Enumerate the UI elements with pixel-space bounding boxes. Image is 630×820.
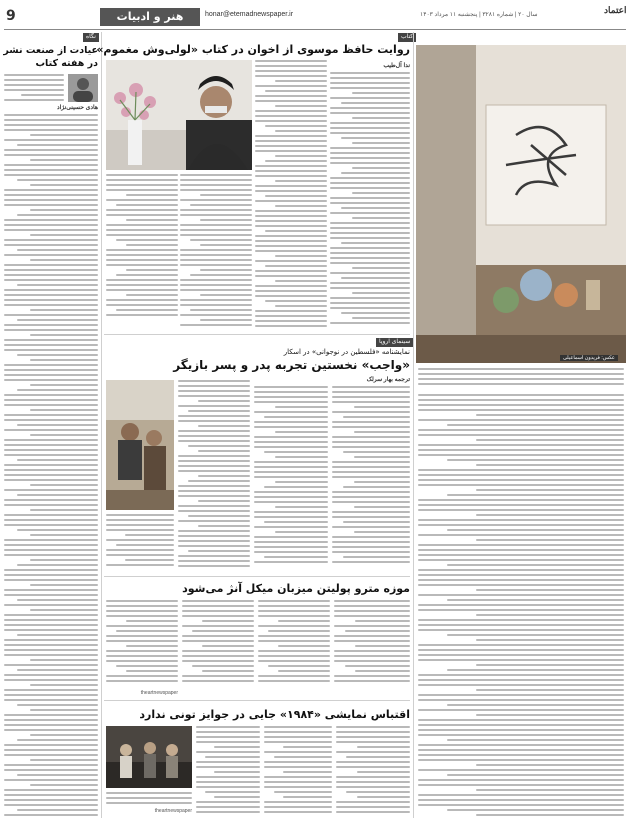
orwell-play-photo — [106, 726, 192, 788]
main-article-body-col-1 — [330, 72, 410, 330]
museum-body-col-3 — [258, 600, 330, 688]
museum-body-col-4 — [334, 600, 410, 688]
museum-body-col-2 — [182, 600, 254, 688]
palestine-subhead: نمایشنامه «فلسطین در نوجوانی» در اسکار — [283, 348, 410, 356]
museum-body-col-1 — [106, 600, 178, 688]
main-article-body-col-4 — [106, 174, 178, 330]
author-avatar — [68, 74, 98, 102]
museum-headline: موزه مترو پولیتن میزبان میکل آنژ می‌شود — [182, 582, 410, 595]
orwell-body-col-1 — [196, 726, 260, 816]
palestine-body-col-3 — [332, 386, 410, 570]
calligraphy-room-photo — [416, 45, 626, 363]
palestine-film-photo — [106, 380, 174, 510]
section-email: honar@etemadnewspaper.ir — [205, 11, 294, 18]
photo-credit: عکس: فریدون اسماعیلی — [560, 355, 618, 361]
section-rule — [104, 576, 410, 577]
section-title: هنر و ادبیات — [100, 8, 200, 26]
palestine-photo-caption — [106, 514, 174, 570]
orwell-body-col-3 — [336, 726, 410, 816]
orwell-headline: اقتباس نمایشی «۱۹۸۴» جایی در جوایز تونی ندارد — [139, 708, 410, 721]
masthead-bar — [0, 0, 630, 22]
header-rule — [4, 29, 626, 30]
main-article-byline: ندا آل‌طیب — [383, 63, 410, 69]
palestine-kicker: سینمای اروپا — [376, 338, 413, 347]
main-article-body-col-2 — [255, 60, 327, 330]
side-column-intro-text — [4, 74, 64, 104]
palestine-body-col-1 — [178, 380, 250, 570]
side-column-author: هادی حسینی‌نژاد — [56, 105, 98, 111]
column-divider — [413, 32, 414, 818]
photo-caption-text — [418, 368, 624, 390]
palestine-headline: «واجب» نخستین تجربه پدر و پسر بازیگر — [173, 358, 410, 372]
main-article-kicker: کتاب — [398, 33, 416, 42]
orwell-body-col-2 — [264, 726, 332, 816]
person-icon — [68, 74, 98, 102]
side-column-headline-1: عیادت از صنعت نشر — [3, 45, 98, 56]
palestine-byline: ترجمه بهار سرلک — [366, 377, 410, 383]
section-rule — [104, 334, 410, 335]
page-number: 9 — [6, 8, 16, 24]
issue-dateline: سال ۲۰ | شماره ۳۲۸۱ | پنجشنبه ۱۱ مرداد ۱۴۰۳ — [420, 12, 538, 18]
side-column-headline-2: در هفته کتاب — [35, 58, 98, 69]
newspaper-logo: اعتماد — [604, 6, 627, 16]
main-article-headline: روایت حافظ موسوی از اخوان در کتاب «لولی‌وش مغموم» — [96, 43, 410, 56]
orwell-credit: theartnewspaper — [154, 808, 192, 814]
museum-credit: theartnewspaper — [140, 690, 178, 696]
side-column-kicker: نگاه — [83, 33, 99, 42]
section-rule — [104, 700, 410, 701]
main-article-photo — [106, 60, 252, 170]
interview-body-text — [418, 394, 624, 818]
orwell-photo-caption — [106, 792, 192, 806]
palestine-body-col-2 — [254, 386, 328, 570]
column-divider — [101, 32, 102, 818]
side-column-body-text — [4, 114, 98, 816]
main-article-body-col-3 — [180, 174, 252, 330]
